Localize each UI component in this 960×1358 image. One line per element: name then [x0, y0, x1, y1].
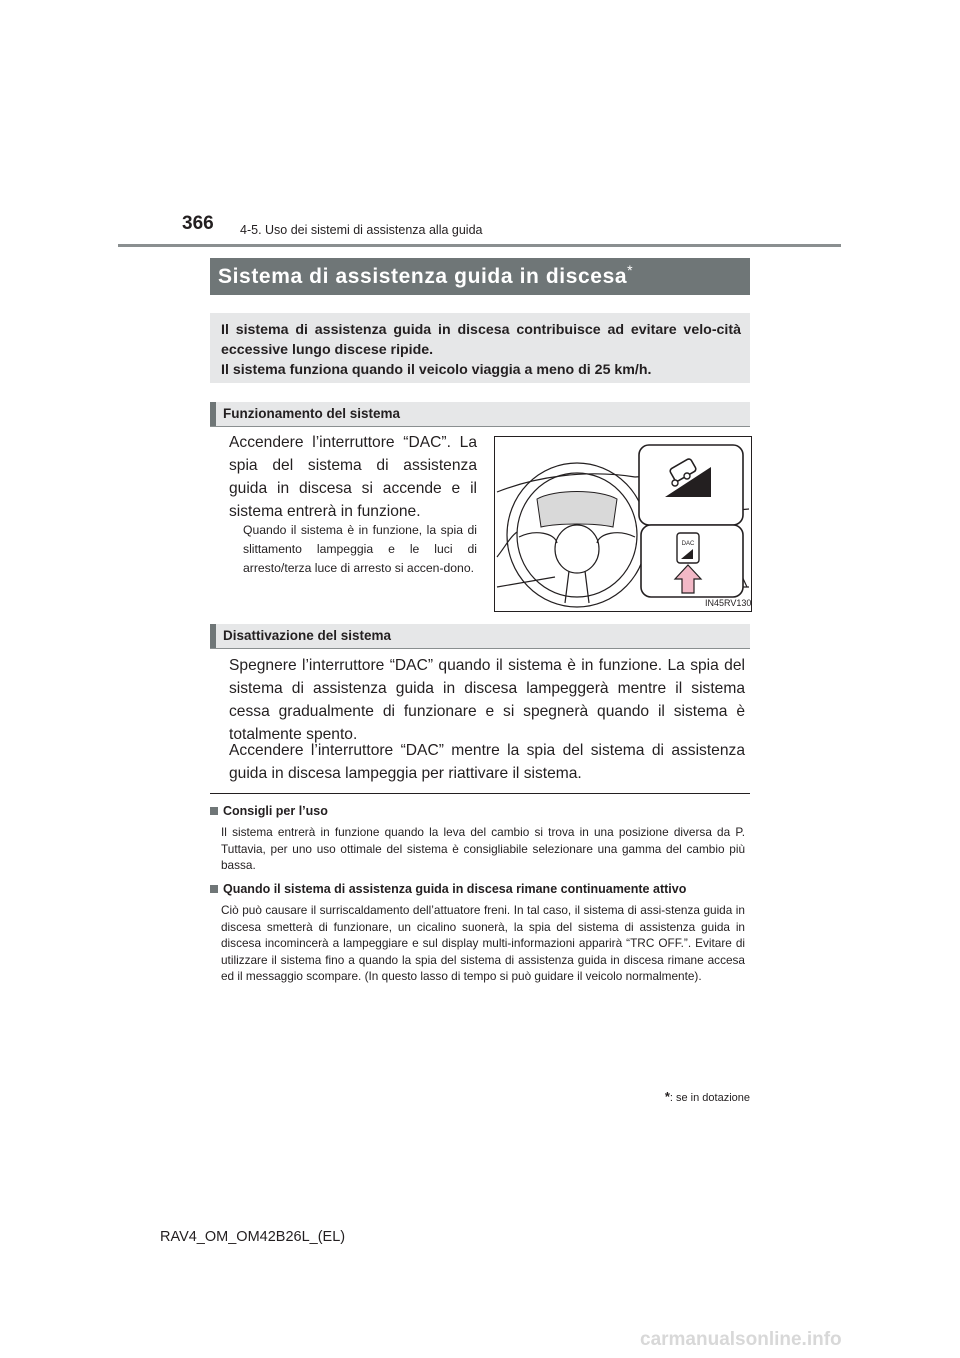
watermark: carmanualsonline.info	[640, 1329, 842, 1350]
header-divider	[118, 244, 841, 247]
square-bullet-icon	[210, 885, 218, 893]
note-title-continuous-text: Quando il sistema di assistenza guida in discesa rimane continuamente attivo	[223, 882, 687, 896]
intro-text	[221, 320, 741, 380]
footnote	[600, 1089, 750, 1104]
section-heading-operation	[210, 402, 750, 427]
section-heading-deactivation-label: Disattivazione del sistema	[223, 628, 392, 643]
note-title-tips	[210, 804, 328, 818]
document-code: RAV4_OM_OM42B26L_(EL)	[160, 1229, 346, 1245]
heading-accent	[210, 624, 216, 648]
section-header: 4-5. Uso dei sistemi di assistenza alla guida	[240, 223, 483, 237]
operation-note: Quando il sistema è in funzione, la spia di slittamento lampeggia e le luci di arresto/terza luce di arresto si accen-dono.	[243, 523, 477, 575]
asterisk-icon: *	[664, 1089, 670, 1104]
section-heading-operation-label: Funzionamento del sistema	[223, 406, 401, 421]
notes-divider	[210, 793, 750, 794]
footnote-text: : se in dotazione	[669, 1092, 750, 1104]
deactivation-paragraph-2: Accendere l’interruttore “DAC” mentre la spia del sistema di assistenza guida in discesa lampeggia per riattivare il sistema.	[229, 742, 745, 782]
heading-accent	[210, 402, 216, 426]
note-title-tips-text: Consigli per l’uso	[223, 804, 328, 818]
operation-paragraph: Accendere l’interruttore “DAC”. La spia del sistema di assistenza guida in discesa si accende e il sistema entrerà in funzione.	[229, 434, 477, 520]
note-body-continuous: Ciò può causare il surriscaldamento dell’attuatore freni. In tal caso, il sistema di assi-stenza guida in discesa smetterà di funzionare, un cicalino suonerà, la spia del sistema di assistenza guida in discesa incomincerà a lampeggiare e sul display multi-informazioni apparirà “TRC OFF.”. Evitare di utilizzare il sistema fino a quando la spia del sistema di assistenza guida in discesa rimane accesa ed il messaggio scompare. (In questo lasso di tempo si può guidare il veicolo normalmente).	[221, 903, 745, 984]
page-number: 366	[182, 213, 214, 234]
square-bullet-icon	[210, 807, 218, 815]
intro-line-2: Il sistema funziona quando il veicolo viaggia a meno di 25 km/h.	[221, 362, 652, 378]
section-heading-deactivation	[210, 624, 750, 649]
page-title-text: Sistema di assistenza guida in discesa	[218, 265, 628, 288]
dashboard-figure	[494, 436, 752, 612]
note-body-tips: Il sistema entrerà in funzione quando la leva del cambio si trova in una posizione diversa da P. Tuttavia, per uno uso ottimale del sistema è consigliabile selezionare una gamma del cambio più bassa.	[221, 825, 745, 873]
deactivation-paragraph-1: Spegnere l’interruttore “DAC” quando il sistema è in funzione. La spia del sistema di assistenza guida in discesa lampeggerà mentre il sistema cessa gradualmente di funzionare e si spegnerà quando il sistema è totalmente spento.	[229, 657, 745, 743]
intro-line-1: Il sistema di assistenza guida in discesa contribuisce ad evitare velo-cità eccessive lungo discese ripide.	[221, 322, 741, 358]
page-title	[218, 262, 633, 289]
asterisk-icon: *	[627, 262, 634, 278]
steering-wheel-illustration	[495, 437, 751, 611]
note-title-continuous	[210, 882, 686, 896]
figure-code: IN45RV130	[705, 598, 752, 608]
dac-button-label: DAC	[681, 541, 695, 547]
